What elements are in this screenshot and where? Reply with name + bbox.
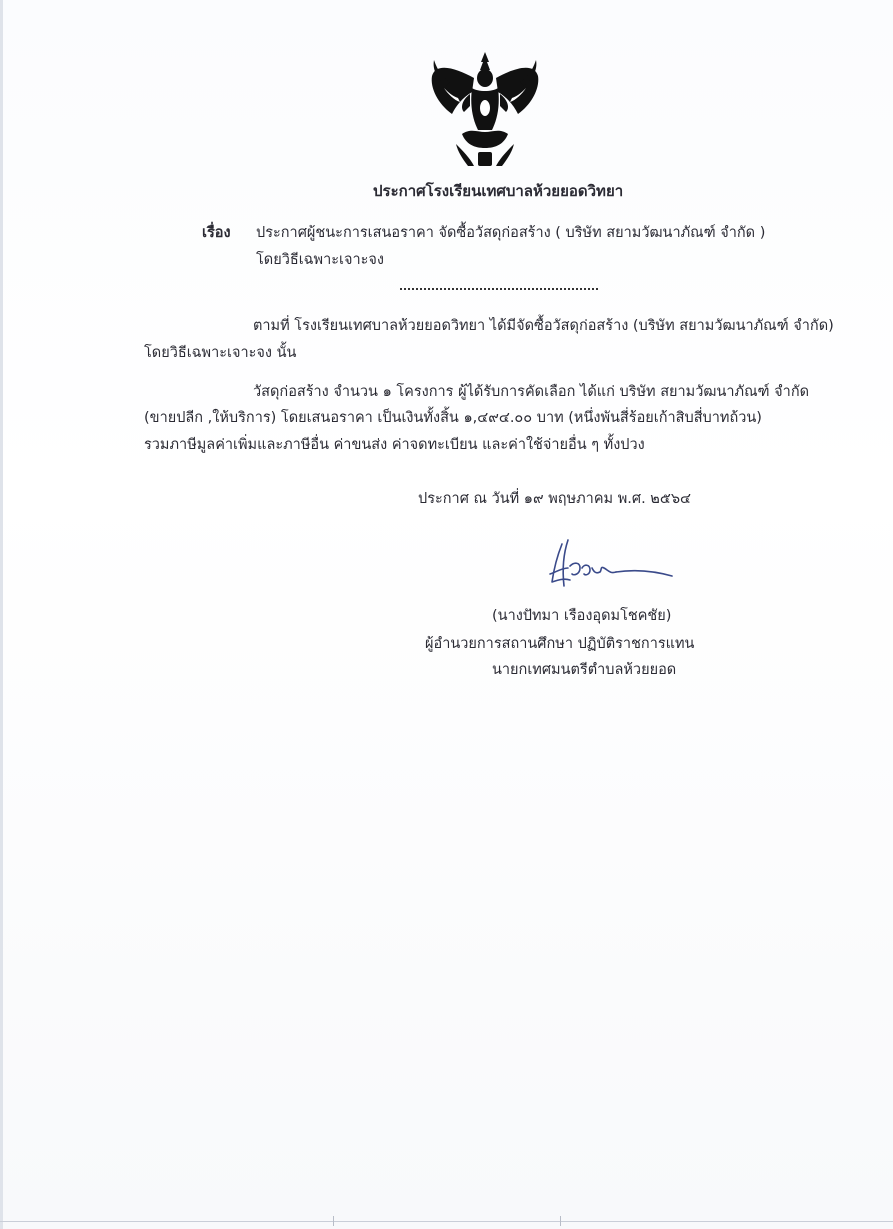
paragraph-1-line-2: โดยวิธีเฉพาะเจาะจง นั้น bbox=[144, 345, 297, 361]
subject-label: เรื่อง bbox=[202, 225, 231, 241]
scan-bottom-border bbox=[0, 1221, 893, 1222]
signer-title-2: นายกเทศมนตรีตำบลห้วยยอด bbox=[492, 662, 677, 678]
paragraph-2-line-3: รวมภาษีมูลค่าเพิ่มและภาษีอื่น ค่าขนส่ง ค่าจดทะเบียน และค่าใช้จ่ายอื่น ๆ ทั้งปวง bbox=[144, 437, 645, 453]
handwritten-signature bbox=[540, 538, 680, 594]
subject-line-2: โดยวิธีเฉพาะเจาะจง bbox=[256, 252, 384, 268]
scan-edge bbox=[0, 0, 3, 1229]
paragraph-2-line-2: (ขายปลีก ,ให้บริการ) โดยเสนอราคา เป็นเงินทั้งสิ้น ๑,๔๙๔.๐๐ บาท (หนึ่งพันสี่ร้อยเก้าสิบสี่บาทถ้วน) bbox=[144, 410, 762, 426]
subject-line-1: ประกาศผู้ชนะการเสนอราคา จัดซื้อวัสดุก่อสร้าง ( บริษัท สยามวัฒนาภัณฑ์ จำกัด ) bbox=[256, 225, 766, 241]
document-header: ประกาศโรงเรียนเทศบาลห้วยยอดวิทยา bbox=[373, 182, 624, 200]
date-line: ประกาศ ณ วันที่ ๑๙ พฤษภาคม พ.ศ. ๒๕๖๔ bbox=[418, 491, 691, 507]
scan-tick bbox=[333, 1216, 334, 1226]
paragraph-1-line-1: ตามที่ โรงเรียนเทศบาลห้วยยอดวิทยา ได้มีจัดซื้อวัสดุก่อสร้าง (บริษัท สยามวัฒนาภัณฑ์ จำกัด) bbox=[253, 318, 834, 334]
signer-name: (นางปัทมา เรืองอุดมโชคชัย) bbox=[492, 608, 672, 624]
scan-tick bbox=[560, 1216, 561, 1226]
signer-title-1: ผู้อำนวยการสถานศึกษา ปฏิบัติราชการแทน bbox=[425, 636, 695, 652]
garuda-emblem-icon bbox=[426, 48, 544, 174]
paragraph-2-line-1: วัสดุก่อสร้าง จำนวน ๑ โครงการ ผู้ได้รับการคัดเลือก ได้แก่ บริษัท สยามวัฒนาภัณฑ์ จำกัด bbox=[253, 384, 810, 400]
dotted-divider bbox=[400, 288, 598, 290]
